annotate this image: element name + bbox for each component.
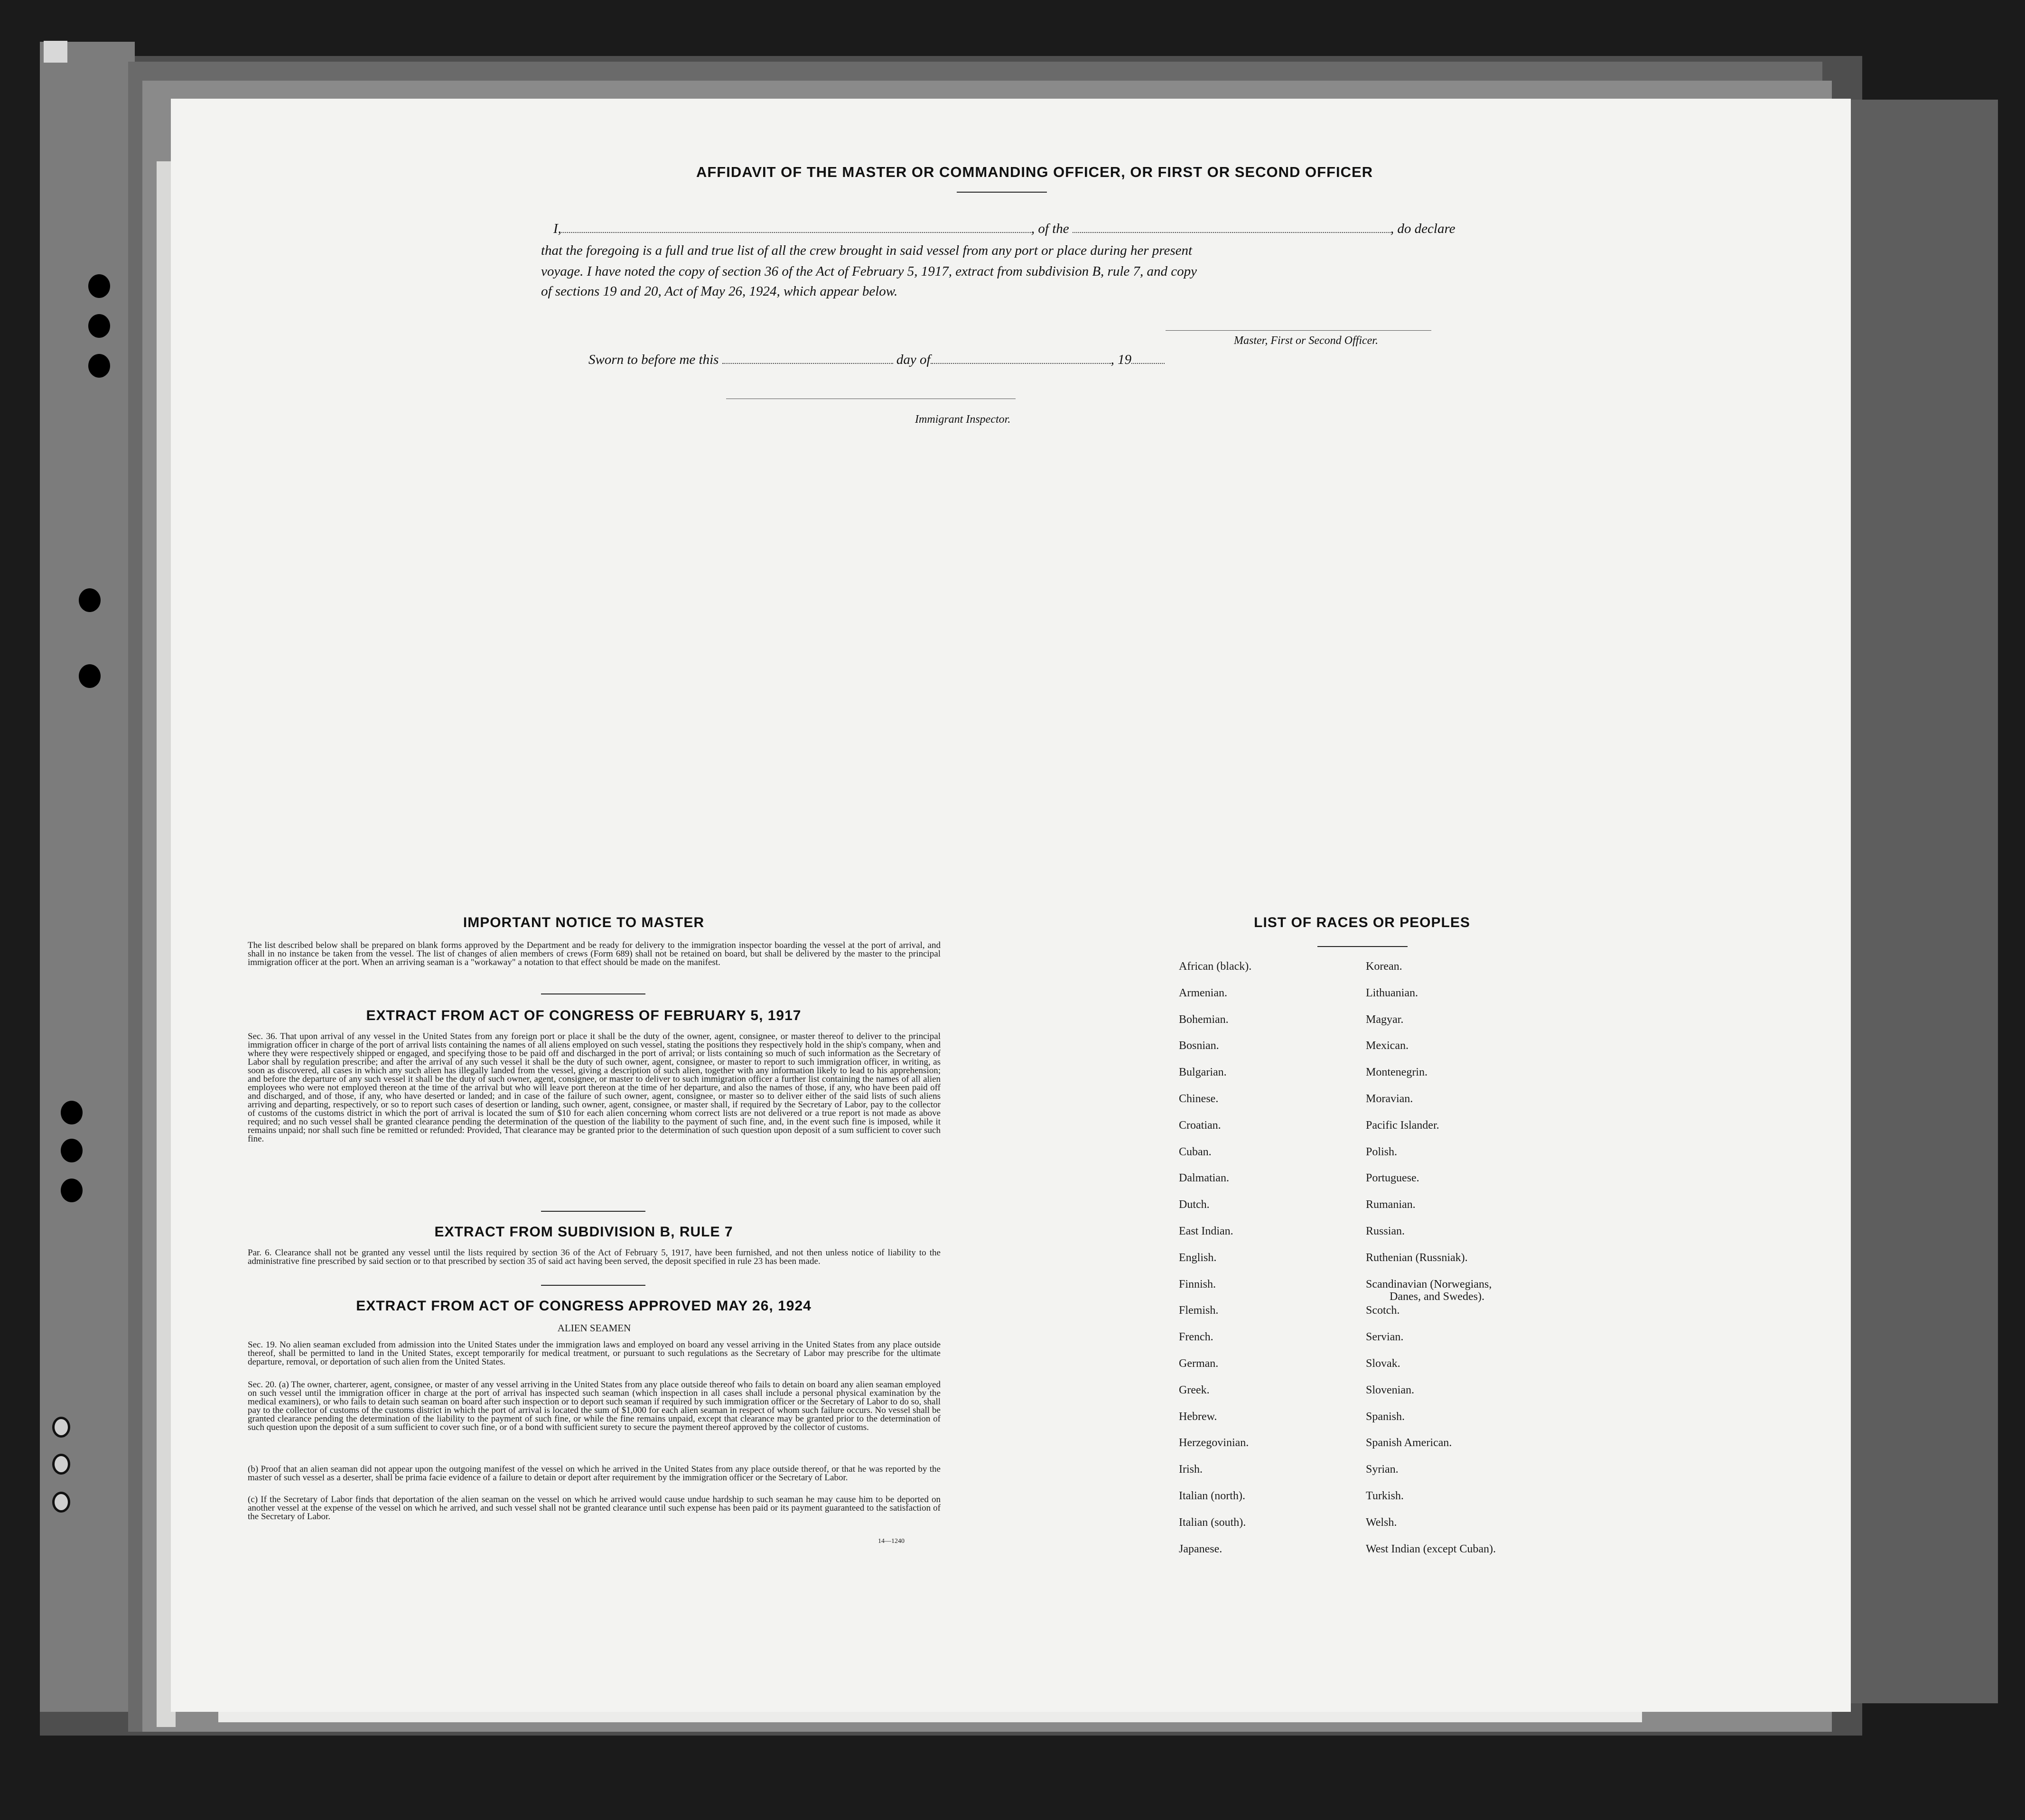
punch-hole-icon xyxy=(61,1139,83,1162)
race-item: Japanese. xyxy=(1179,1542,1222,1555)
race-item: Chinese. xyxy=(1179,1093,1219,1105)
sworn-label: Sworn to before me this xyxy=(588,352,719,367)
race-item: Syrian. xyxy=(1366,1463,1399,1476)
race-item: Mexican. xyxy=(1366,1040,1409,1052)
punch-hole-icon xyxy=(88,274,110,298)
inspector-signature-label: Immigrant Inspector. xyxy=(915,413,1011,426)
race-item: Dutch. xyxy=(1179,1198,1210,1211)
affidavit-i: I, xyxy=(553,221,561,236)
extract-1924-title: EXTRACT FROM ACT OF CONGRESS APPROVED MAY 26, 1924 xyxy=(356,1298,812,1314)
race-item: Montenegrin. xyxy=(1366,1066,1428,1079)
race-item: African (black). xyxy=(1179,960,1252,973)
race-item: Magyar. xyxy=(1366,1013,1404,1026)
race-item: Italian (north). xyxy=(1179,1490,1245,1502)
race-item: East Indian. xyxy=(1179,1225,1233,1237)
race-item: Lithuanian. xyxy=(1366,986,1418,999)
affidavit-line3: voyage. I have noted the copy of section 36 of the Act of February 5, 1917, extract from subdivision B, rule 7, and copy xyxy=(541,264,1197,279)
vessel-blank xyxy=(1073,232,1390,233)
race-item: Polish. xyxy=(1366,1145,1398,1158)
affidavit-title: AFFIDAVIT OF THE MASTER OR COMMANDING OFFICER, OR FIRST OR SECOND OFFICER xyxy=(696,164,1373,180)
sec19-body: Sec. 19. No alien seaman excluded from admission into the United States under the immigration laws and employed on board any vessel arriving in the United States from any place outside thereof, shall be permitted to land in the United States, except temporarily for medical treatment, or pursuant to such regulations as the Secretary of Labor may prescribe for the ultimate departure, removal, or deportation of such alien from the United States. xyxy=(248,1340,941,1367)
punch-hole-icon xyxy=(61,1179,83,1202)
affidavit-declare: , do declare xyxy=(1390,221,1456,236)
race-item: German. xyxy=(1179,1357,1219,1370)
punch-hole-icon xyxy=(52,1417,70,1438)
race-item: Ruthenian (Russniak). xyxy=(1366,1251,1468,1264)
race-item: Slovak. xyxy=(1366,1357,1400,1370)
race-item: Irish. xyxy=(1179,1463,1203,1476)
race-item: Cuban. xyxy=(1179,1145,1212,1158)
extract-1917-body: Sec. 36. That upon arrival of any vessel in the United States from any foreign port or place it shall be the duty of the owner, agent, consignee, or master thereof to deliver to the principal immigration officer in charge of the port of arrival lists containing the names of all aliens employed on such vessel, stating the positions they respectively hold in the ship's company, when and where they were respectively shipped or engaged, and specifying those to be paid off and discharged in the port of arrival; or lists containing so much of such information as the Secretary of Labor shall by regulation prescribe; and after the arrival of any such vessel it shall be the duty of such owner, agent, consignee, or master to report to such immigration officer, in writing, as soon as discovered, all cases in which any such alien has illegally landed from the vessel, giving a description of such alien, together with any information likely to lead to his apprehension; and before the departure of any such vessel it shall be the duty of such owner, agent, consignee, or master to deliver to such immigration officer a further list containing the names of all alien employees who were not employed thereon at the time of the arrival but who will leave port thereon at the time of her departure, and also the names of those, if any, who have been paid off and discharged, and of those, if any, who have deserted or landed; and in case of the failure of such owner, agent, consignee, or master so to deliver either of the said lists of such aliens arriving and departing, respectively, or so to report such cases of desertion or landing, such owner, agent, consignee, or master shall, if required by the Secretary of Labor, pay to the collector of customs of the customs district in which the port of arrival is located the sum of $10 for each alien concerning whom correct lists are not delivered or a true report is not made as above required; and no such vessel shall be granted clearance pending the determination of the question of the liability to the payment of such fine, and, in the event such fine is imposed, while it remains unpaid; nor shall such fine be remitted or refunded: Provided, That clearance may be granted prior to the determination of such question upon deposit of a sum sufficient to cover such fine. xyxy=(248,1031,941,1144)
race-item: Bosnian. xyxy=(1179,1040,1219,1052)
sec20b-body: (b) Proof that an alien seaman did not appear upon the outgoing manifest of the vessel on which he arrived in the United States from any place outside thereof, or that he was reported by the master of such vessel as a deserter, shall be prima facie evidence of a failure to detain or deport after requirement by the immigration officer or the Secretary of Labor. xyxy=(248,1464,941,1483)
race-item: Scandinavian (Norwegians, xyxy=(1366,1278,1492,1291)
race-item: French. xyxy=(1179,1331,1213,1344)
race-item: Welsh. xyxy=(1366,1516,1397,1529)
divider xyxy=(541,1211,645,1212)
punch-hole-icon xyxy=(52,1492,70,1513)
notice-title: IMPORTANT NOTICE TO MASTER xyxy=(463,915,705,930)
extract-rule7-body: Par. 6. Clearance shall not be granted any vessel until the lists required by section 36 of the Act of February 5, 1917, have been furnished, and not then unless notice of liability to the administrative fine prescribed by said section or to that prescribed by section 35 of said act having been served, the deposit specified in rule 23 has been made. xyxy=(248,1248,941,1266)
race-item: West Indian (except Cuban). xyxy=(1366,1542,1496,1555)
name-blank xyxy=(561,232,1031,233)
affidavit-line1 xyxy=(553,219,1469,239)
race-item: Italian (south). xyxy=(1179,1516,1246,1529)
affidavit-line2: that the foregoing is a full and true list of all the crew brought in said vessel from any port or place during her present xyxy=(541,243,1193,258)
race-item: Servian. xyxy=(1366,1331,1404,1344)
month-blank xyxy=(931,362,1111,364)
extract-1924-subtitle: ALIEN SEAMEN xyxy=(557,1322,631,1334)
race-item: Rumanian. xyxy=(1366,1198,1416,1211)
master-signature-line xyxy=(1166,330,1431,331)
race-item: English. xyxy=(1179,1251,1217,1264)
punch-hole-icon xyxy=(88,314,110,338)
race-item: Portuguese. xyxy=(1366,1172,1419,1185)
race-item: Bohemian. xyxy=(1179,1013,1229,1026)
race-item: Moravian. xyxy=(1366,1093,1413,1105)
race-item-continuation: Danes, and Swedes). xyxy=(1390,1290,1484,1303)
extract-rule7-title: EXTRACT FROM SUBDIVISION B, RULE 7 xyxy=(434,1224,733,1240)
divider xyxy=(957,192,1047,193)
race-item: Spanish. xyxy=(1366,1410,1405,1423)
sworn-day-blank xyxy=(722,362,893,364)
race-item: Dalmatian. xyxy=(1179,1172,1229,1185)
race-item: Armenian. xyxy=(1179,986,1227,999)
punch-hole-icon xyxy=(79,588,101,612)
divider xyxy=(1317,946,1408,947)
punch-hole-icon xyxy=(79,664,101,688)
race-item: Slovenian. xyxy=(1366,1384,1414,1396)
race-item: Greek. xyxy=(1179,1384,1210,1396)
notice-body: The list described below shall be prepared on blank forms approved by the Department and be ready for delivery to the immigration inspector boarding the vessel at the port of arrival, and shall in no instance be taken from the vessel. The list of changes of alien members of crews (Form 689) shall not be retained on board, but shall be delivered by the master to the principal immigration officer at the port. When an arriving seaman is a "workaway" a notation to that effect should be made on the manifest. xyxy=(248,940,941,967)
race-item: Flemish. xyxy=(1179,1304,1219,1317)
races-title: LIST OF RACES OR PEOPLES xyxy=(1254,915,1470,930)
race-item: Spanish American. xyxy=(1366,1437,1452,1449)
form-number: 14—1240 xyxy=(878,1538,905,1545)
day-of-label: day of xyxy=(896,352,931,367)
race-item: Pacific Islander. xyxy=(1366,1119,1439,1132)
sec20c-body: (c) If the Secretary of Labor finds that deportation of the alien seaman on the vessel on which he arrived would cause undue hardship to such seaman he may cause him to be deported on another vessel at the expense of the vessel on which he arrived, and such vessel shall not be granted clearance until such expense has been paid or its payment guaranteed to the satisfaction of the Secretary of Labor. xyxy=(248,1495,941,1522)
adjacent-page xyxy=(1841,100,1998,1703)
extract-1917-title: EXTRACT FROM ACT OF CONGRESS OF FEBRUARY 5, 1917 xyxy=(366,1008,802,1023)
race-item: Korean. xyxy=(1366,960,1402,973)
race-item: Croatian. xyxy=(1179,1119,1221,1132)
affidavit-of-the: , of the xyxy=(1031,221,1069,236)
affidavit-line4: of sections 19 and 20, Act of May 26, 1924, which appear below. xyxy=(541,284,898,299)
race-item: Bulgarian. xyxy=(1179,1066,1227,1079)
race-item: Herzegovinian. xyxy=(1179,1437,1249,1449)
race-item: Hebrew. xyxy=(1179,1410,1217,1423)
punch-hole-icon xyxy=(61,1101,83,1124)
sec20a-body: Sec. 20. (a) The owner, charterer, agent, consignee, or master of any vessel arriving in the United States from any place outside thereof who fails to detain on board any alien seaman employed on such vessel until the immigration officer in charge at the port of arrival has inspected such seaman (which inspection in all cases shall include a personal physical examination by the medical examiners), or who fails to detain such seaman on board after such inspection or to deport such seaman if required by such immigration officer or the Secretary of Labor to do so, shall pay to the collector of customs of the customs district in which the port of arrival is located the sum of $1,000 for each alien seaman in respect of whom such failure occurs. No vessel shall be granted clearance pending the determination of the liability to the payment of such fine, or while the fine remains unpaid, except that clearance may be granted prior to the determination of such question upon the deposit of a sum sufficient to cover such fine, or of a bond with sufficient surety to secure the payment thereof approved by the collector of customs. xyxy=(248,1380,941,1432)
race-item: Russian. xyxy=(1366,1225,1405,1237)
master-signature-label: Master, First or Second Officer. xyxy=(1234,334,1378,347)
divider xyxy=(541,1285,645,1286)
punch-hole-icon xyxy=(88,354,110,378)
race-item: Finnish. xyxy=(1179,1278,1216,1291)
corner-tab xyxy=(44,41,67,63)
year-blank xyxy=(1131,362,1165,364)
sworn-line xyxy=(588,350,1165,370)
year-label: , 19 xyxy=(1110,352,1132,367)
race-item: Turkish. xyxy=(1366,1490,1404,1502)
punch-hole-icon xyxy=(52,1454,70,1475)
race-item: Scotch. xyxy=(1366,1304,1400,1317)
